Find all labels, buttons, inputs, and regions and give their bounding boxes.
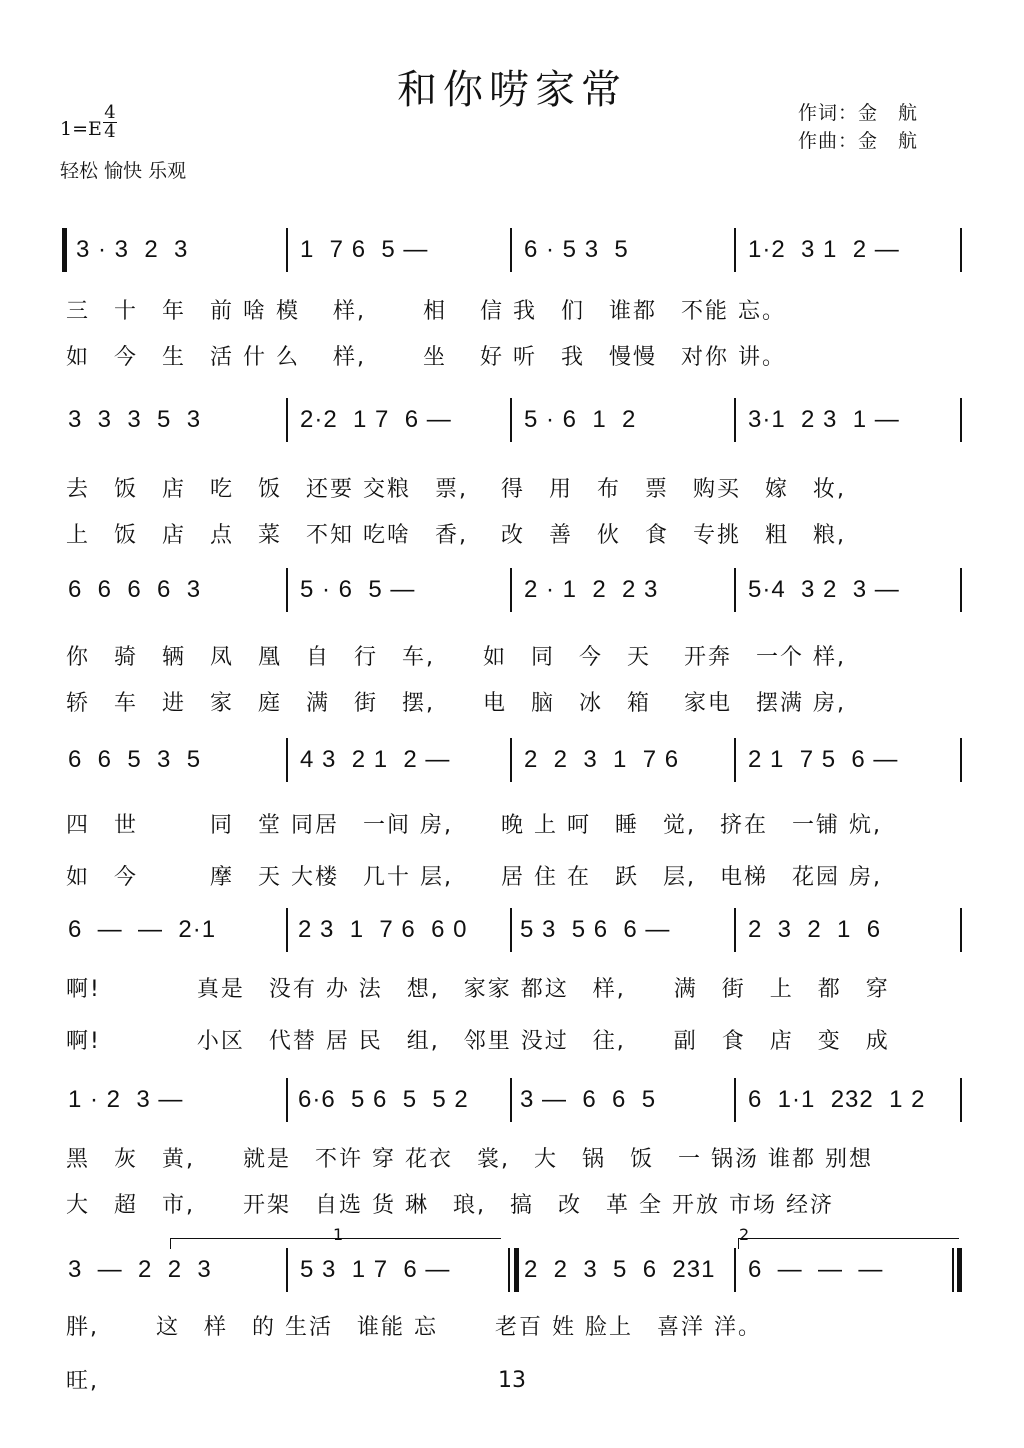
lyric-verse-2: 旺, (66, 1369, 99, 1394)
measure-notes: 5 · 6 1 2 (524, 406, 637, 433)
lyric-verse-2: 啊! 小区 代替 居 民 组, 邻里 没过 往, 副 食 店 变 成 (66, 1029, 890, 1054)
measure-notes: 5 · 6 5 — (300, 576, 416, 603)
measure-notes: 3 — 2 2 3 (68, 1256, 212, 1283)
measure-notes: 6 1·1 232 1 2 (748, 1086, 926, 1113)
measure-notes: 2 3 2 1 6 (748, 916, 882, 943)
time-signature (100, 104, 120, 141)
tempo-marking: 轻松 愉快 乐观 (60, 160, 187, 182)
lyric-verse-2: 轿 车 进 家 庭 满 街 摆, 电 脑 冰 箱 家电 摆满 房, (66, 691, 846, 716)
staff-row-3 (62, 568, 964, 618)
lyric-verse-2: 上 饭 店 点 菜 不知 吃啥 香, 改 善 伙 食 专挑 粗 粮, (66, 523, 846, 548)
lyric-verse-2: 如 今 摩 天 大楼 几十 层, 居 住 在 跃 层, 电梯 花园 房, (66, 865, 882, 890)
staff-row-1 (62, 228, 964, 278)
measure-notes: 1 7 6 5 — (300, 236, 429, 263)
measure-notes: 2 3 1 7 6 6 0 (298, 916, 468, 943)
measure-notes: 6 — — 2·1 (68, 916, 217, 943)
measure-notes: 1·2 3 1 2 — (748, 236, 900, 263)
time-signature-top: 4 (104, 102, 116, 123)
lyric-verse-1: 胖, 这 样 的 生活 谁能 忘 老百 姓 脸上 喜洋 洋。 (66, 1315, 762, 1340)
measure-notes: 3 — 6 6 5 (520, 1086, 657, 1113)
measure-notes: 6 6 5 3 5 (68, 746, 202, 773)
measure-notes: 6 · 5 3 5 (524, 236, 629, 263)
staff-row-2 (62, 398, 964, 448)
start-repeat-bar (62, 228, 67, 272)
page-number: 13 (498, 1368, 526, 1393)
staff-row-6 (62, 1078, 964, 1128)
key-signature: 1=E (60, 118, 102, 140)
measure-notes: 3 3 3 5 3 (68, 406, 202, 433)
measure-notes: 2 2 3 5 6 231 (524, 1256, 716, 1283)
lyric-verse-1: 你 骑 辆 凤 凰 自 行 车, 如 同 今 天 开奔 一个 样, (66, 645, 846, 670)
measure-notes: 2 · 1 2 2 3 (524, 576, 659, 603)
measure-notes: 2 2 3 1 7 6 (524, 746, 680, 773)
second-ending-number: 2 (739, 1225, 750, 1244)
measure-notes: 5·4 3 2 3 — (748, 576, 900, 603)
measure-notes: 5 3 5 6 6 — (520, 916, 671, 943)
measure-notes: 6·6 5 6 5 5 2 (298, 1086, 469, 1113)
song-title: 和你唠家常 (397, 67, 627, 113)
lyric-verse-2: 如 今 生 活 什 么 样, 坐 好 听 我 慢慢 对你 讲。 (66, 345, 786, 370)
lyric-verse-1: 黑 灰 黄, 就是 不许 穿 花衣 裳, 大 锅 饭 一 锅汤 谁都 别想 (66, 1147, 873, 1172)
measure-notes: 6 — — — (748, 1256, 884, 1283)
first-ending-number: 1 (333, 1225, 344, 1244)
measure-notes: 3·1 2 3 1 — (748, 406, 900, 433)
time-signature-bottom: 4 (104, 121, 116, 142)
staff-row-7 (62, 1248, 964, 1298)
measure-notes: 6 6 6 6 3 (68, 576, 202, 603)
lyric-verse-2: 大 超 市, 开架 自选 货 琳 琅, 搞 改 革 全 开放 市场 经济 (66, 1193, 834, 1218)
measure-notes: 5 3 1 7 6 — (300, 1256, 451, 1283)
staff-row-5 (62, 908, 964, 958)
measure-notes: 4 3 2 1 2 — (300, 746, 451, 773)
composer-credit: 作曲：金 航 (798, 130, 919, 152)
lyric-verse-1: 四 世 同 堂 同居 一间 房, 晚 上 呵 睡 觉, 挤在 一铺 炕, (66, 813, 882, 838)
measure-notes: 3 · 3 2 3 (76, 236, 189, 263)
staff-row-4 (62, 738, 964, 788)
measure-notes: 2 1 7 5 6 — (748, 746, 899, 773)
measure-notes: 2·2 1 7 6 — (300, 406, 452, 433)
lyricist-credit: 作词：金 航 (798, 102, 919, 124)
measure-notes: 1 · 2 3 — (68, 1086, 184, 1113)
lyric-verse-1: 三 十 年 前 啥 模 样, 相 信 我 们 谁都 不能 忘。 (66, 299, 786, 324)
lyric-verse-1: 啊! 真是 没有 办 法 想, 家家 都这 样, 满 街 上 都 穿 (66, 977, 890, 1002)
lyric-verse-1: 去 饭 店 吃 饭 还要 交粮 票, 得 用 布 票 购买 嫁 妆, (66, 477, 846, 502)
